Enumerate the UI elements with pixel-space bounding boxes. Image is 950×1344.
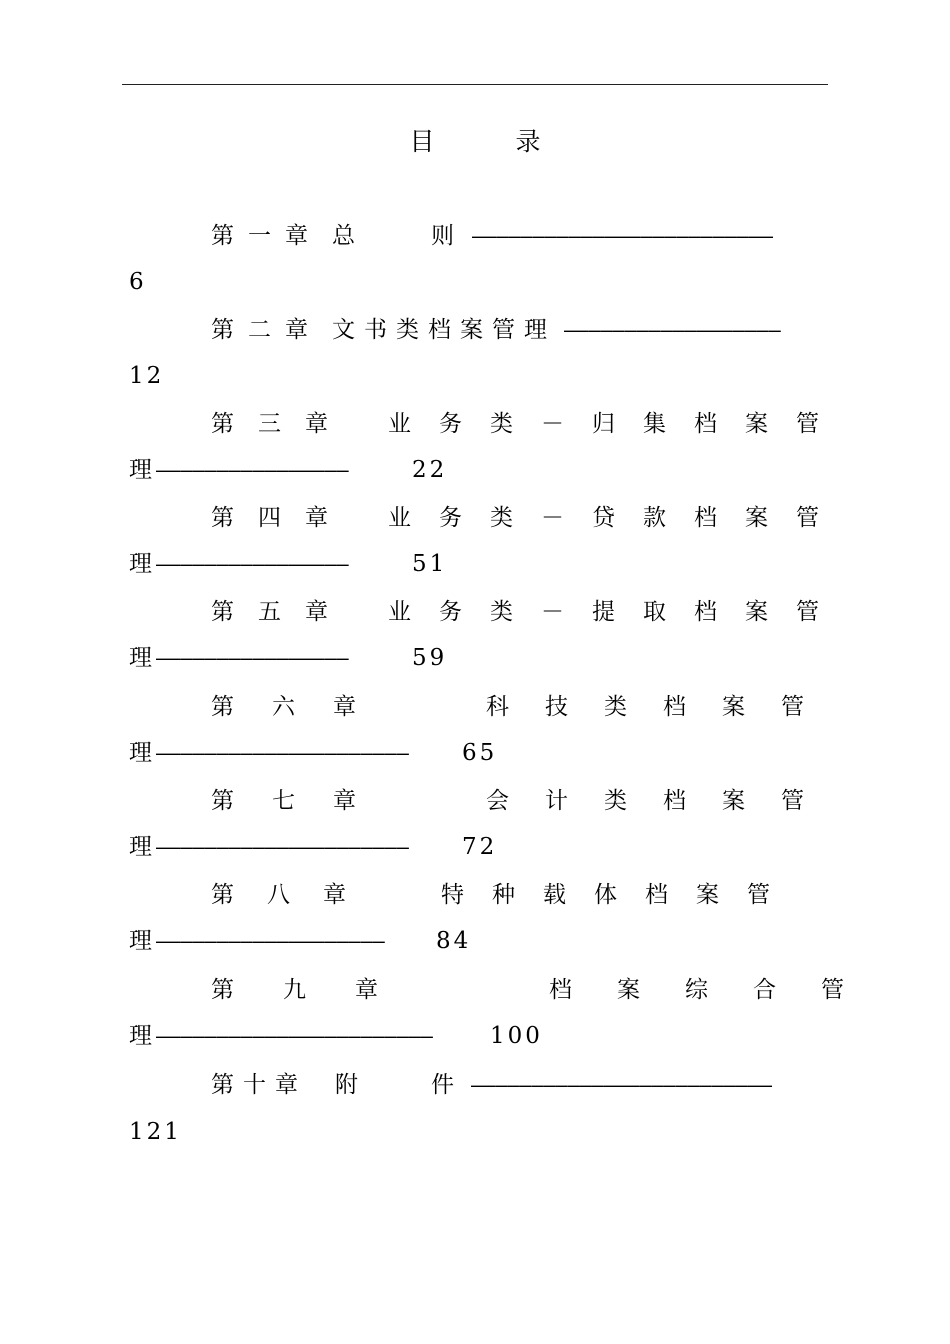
name-continuation: 理 xyxy=(129,457,152,483)
chapter-name: 业务类－提取档案管 xyxy=(388,599,847,625)
leader-dashes: ————————————————————————— xyxy=(471,1073,773,1097)
toc-entry-10[interactable] xyxy=(211,1067,823,1103)
toc-entry-5-cont xyxy=(129,640,447,676)
page-number: 65 xyxy=(462,740,498,766)
toc-entry-7[interactable] xyxy=(211,783,840,819)
toc-entry-5[interactable] xyxy=(211,594,847,630)
toc-entry-6[interactable] xyxy=(211,689,840,725)
toc-entry-9[interactable] xyxy=(211,972,889,1008)
chapter-label: 第八章 xyxy=(211,882,379,908)
chapter-name: 会计类档案管 xyxy=(486,788,840,814)
chapter-label: 第一章 xyxy=(211,223,322,249)
chapter-name: 附 件 xyxy=(335,1072,463,1098)
name-continuation: 理 xyxy=(129,1023,152,1049)
chapter-name: 科技类档案管 xyxy=(486,694,840,720)
chapter-label: 第三章 xyxy=(211,411,352,437)
chapter-label: 第七章 xyxy=(211,788,394,814)
leader-dashes: ———————————————— xyxy=(156,646,349,670)
name-continuation: 理 xyxy=(129,551,152,577)
name-continuation: 理 xyxy=(129,645,152,671)
chapter-name: 特种载体档案管 xyxy=(441,882,798,908)
chapter-name: 文书类档案管理 xyxy=(332,317,556,343)
toc-entry-1-page xyxy=(129,264,147,300)
chapter-label: 第九章 xyxy=(211,977,427,1003)
name-continuation: 理 xyxy=(129,834,152,860)
toc-entry-2-page xyxy=(129,358,164,394)
toc-entry-8[interactable] xyxy=(211,877,823,913)
chapter-name: 业务类－贷款档案管 xyxy=(388,505,847,531)
leader-dashes: ————————————————————— xyxy=(156,835,409,859)
chapter-label: 第十章 xyxy=(211,1072,307,1098)
toc-entry-9-cont xyxy=(129,1018,543,1054)
leader-dashes: ———————————————— xyxy=(156,458,349,482)
toc-entry-6-cont xyxy=(129,735,497,771)
chapter-label: 第四章 xyxy=(211,505,352,531)
name-continuation: 理 xyxy=(129,740,152,766)
toc-entry-10-page xyxy=(129,1114,182,1150)
chapter-name: 总 则 xyxy=(332,223,464,249)
chapter-name: 档案综合管 xyxy=(549,977,889,1003)
page-number: 121 xyxy=(129,1119,182,1145)
leader-dashes: ————————————————————— xyxy=(156,741,409,765)
leader-dashes: ——————————————————————— xyxy=(156,1024,433,1048)
page-number: 6 xyxy=(129,269,147,295)
leader-dashes: ——————————————————— xyxy=(156,929,385,953)
toc-entry-8-cont xyxy=(129,923,471,959)
toc-entry-1[interactable] xyxy=(211,218,823,254)
toc-entry-2[interactable] xyxy=(211,312,823,348)
chapter-label: 第五章 xyxy=(211,599,352,625)
page-number: 12 xyxy=(129,363,165,389)
page-number: 59 xyxy=(412,645,448,671)
leader-dashes: ————————————————————————— xyxy=(472,224,774,248)
chapter-name: 业务类－归集档案管 xyxy=(388,411,847,437)
name-continuation: 理 xyxy=(129,928,152,954)
toc-title: 目 录 xyxy=(409,127,569,156)
page-number: 100 xyxy=(490,1023,543,1049)
toc-entry-7-cont xyxy=(129,829,497,865)
chapter-label: 第二章 xyxy=(211,317,322,343)
page-number: 51 xyxy=(412,551,448,577)
page-number: 84 xyxy=(436,928,472,954)
toc-entry-4[interactable] xyxy=(211,500,847,536)
chapter-label: 第六章 xyxy=(211,694,394,720)
page-number: 72 xyxy=(462,834,498,860)
leader-dashes: —————————————————— xyxy=(564,318,781,342)
leader-dashes: ———————————————— xyxy=(156,552,349,576)
toc-entry-3[interactable] xyxy=(211,406,847,442)
page-number: 22 xyxy=(412,457,448,483)
toc-entry-3-cont xyxy=(129,452,447,488)
toc-entry-4-cont xyxy=(129,546,447,582)
header-rule xyxy=(122,84,828,85)
